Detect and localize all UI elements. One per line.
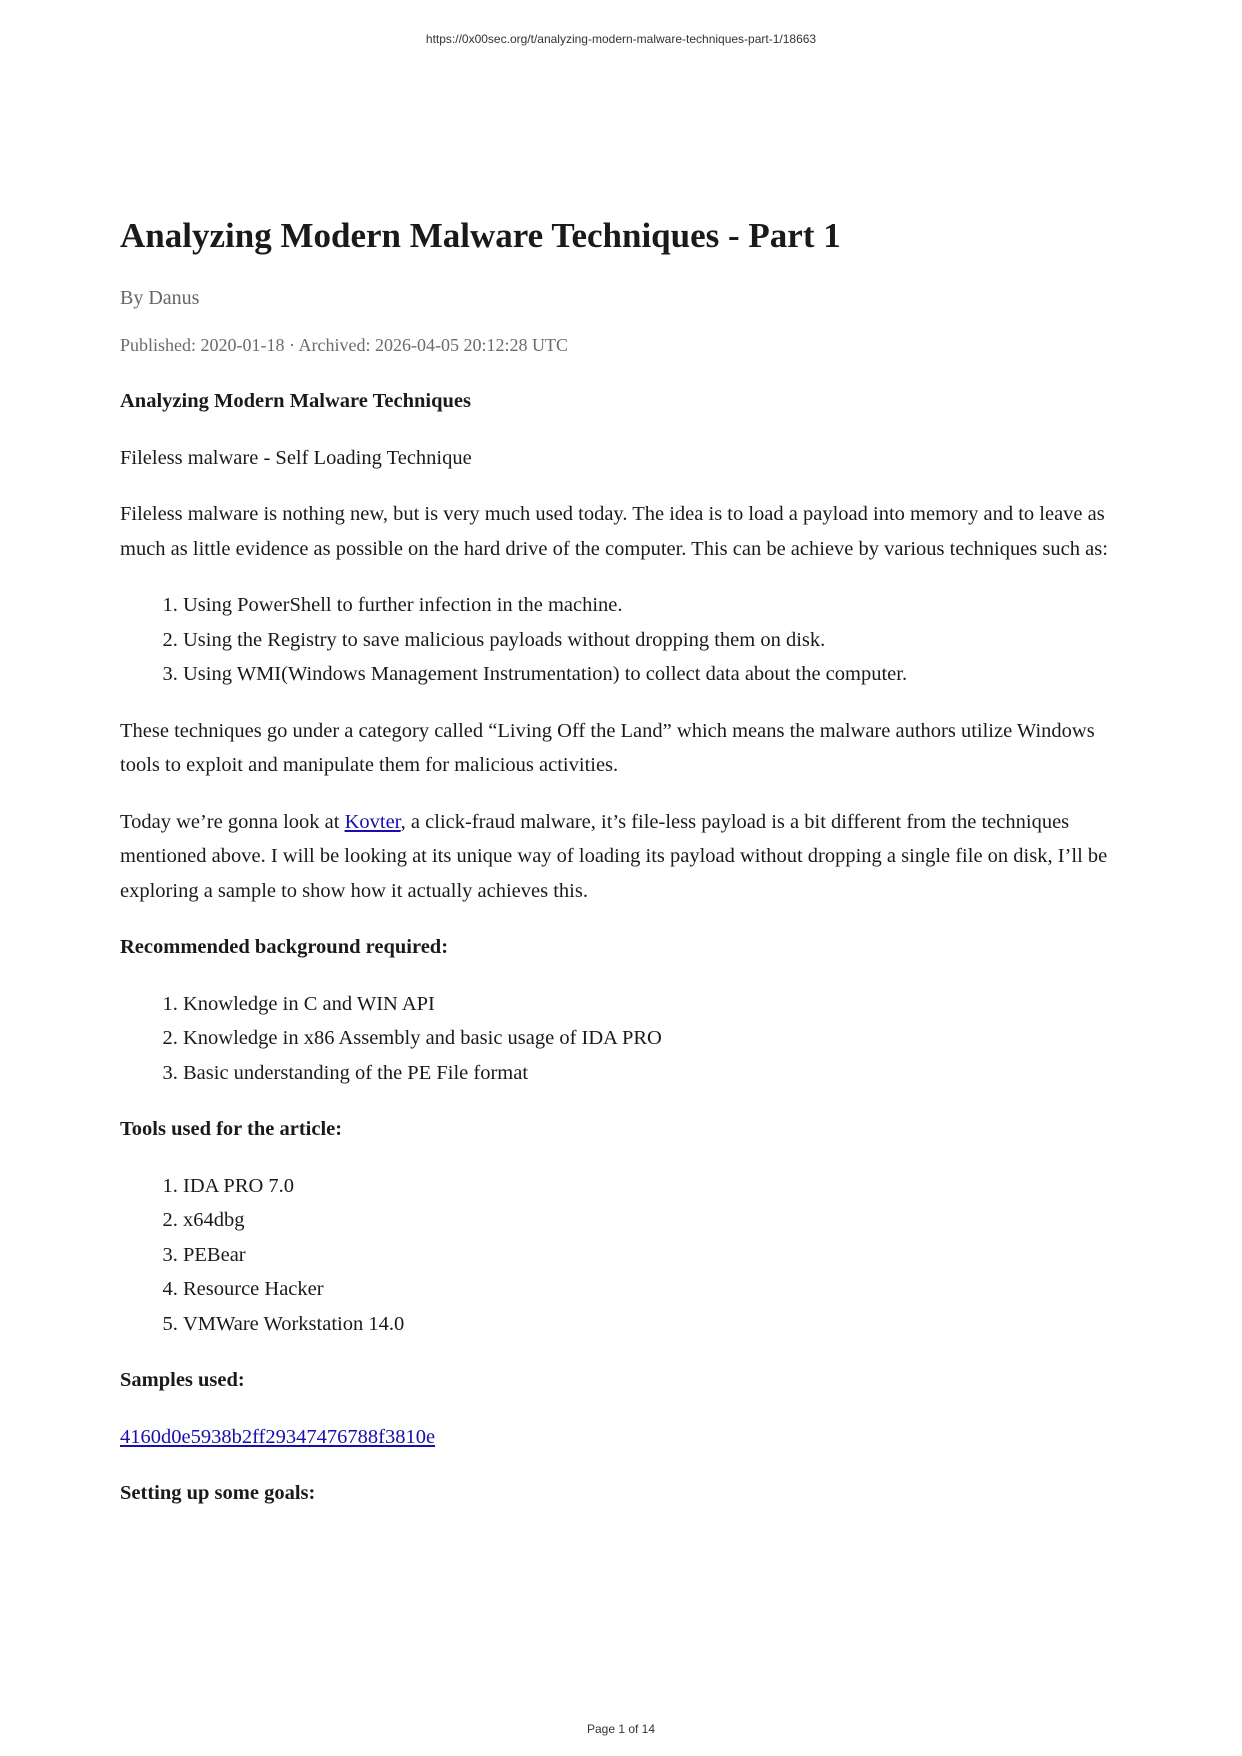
article-content (120, 210, 1120, 1511)
lotl-paragraph: These techniques go under a category called “Living Off the Land” which means the malware authors utilize Windows tools to exploit and manipulate them for malicious activities. (120, 719, 1095, 776)
samples-heading: Samples used: (120, 1369, 245, 1391)
kovter-paragraph (120, 805, 1120, 909)
list-item: 1. IDA PRO 7.0 (183, 1169, 1120, 1204)
article-subtitle: Fileless malware - Self Loading Technique (120, 446, 472, 469)
article-title: Analyzing Modern Malware Techniques - Part 1 (120, 216, 841, 255)
tools-heading: Tools used for the article: (120, 1118, 343, 1140)
list-item: 2. Using the Registry to save malicious payloads without dropping them on disk. (183, 623, 1120, 658)
background-list (120, 987, 1120, 1091)
kovter-suffix: , a click-fraud malware, it’s file-less payload is a bit different from the techniques mentioned above. I will be looking at its unique way of loading its payload without dropping a single file on disk, I’ll be exploring a sample to show how it actually achieves this. (120, 810, 1108, 902)
article-byline: By Danus (120, 287, 200, 309)
list-item: 2. Knowledge in x86 Assembly and basic usage of IDA PRO (183, 1021, 1120, 1056)
background-heading: Recommended background required: (120, 936, 449, 958)
publish-info: Published: 2020-01-18 · Archived: 2026-04-05 20:12:28 UTC (120, 335, 568, 355)
list-item: 1. Knowledge in C and WIN API (183, 987, 1120, 1022)
list-item: 3. Basic understanding of the PE File format (183, 1056, 1120, 1091)
list-item: 3. PEBear (183, 1238, 1120, 1273)
sample-hash-paragraph (120, 1420, 1120, 1455)
list-item: 5. VMWare Workstation 14.0 (183, 1307, 1120, 1342)
list-item: 1. Using PowerShell to further infection in the machine. (183, 588, 1120, 623)
tools-list (120, 1169, 1120, 1342)
goals-heading: Setting up some goals: (120, 1482, 316, 1504)
kovter-prefix: Today we’re gonna look at (120, 810, 345, 833)
page-url: https://0x00sec.org/t/analyzing-modern-malware-techniques-part-1/18663 (425, 32, 817, 46)
kovter-link[interactable]: Kovter (344, 810, 401, 833)
sample-hash-link[interactable]: 4160d0e5938b2ff29347476788f3810e (120, 1425, 436, 1448)
intro-paragraph: Fileless malware is nothing new, but is very much used today. The idea is to load a payload into memory and to leave as much as little evidence as possible on the hard drive of the computer. This can be achieve by various techniques such as: (120, 503, 1108, 560)
page-number: Page 1 of 14 (586, 1722, 656, 1736)
list-item: 2. x64dbg (183, 1203, 1120, 1238)
section-heading: Analyzing Modern Malware Techniques (120, 390, 471, 412)
list-item: 4. Resource Hacker (183, 1272, 1120, 1307)
techniques-list (120, 588, 1120, 692)
list-item: 3. Using WMI(Windows Management Instrumentation) to collect data about the computer. (183, 657, 1120, 692)
